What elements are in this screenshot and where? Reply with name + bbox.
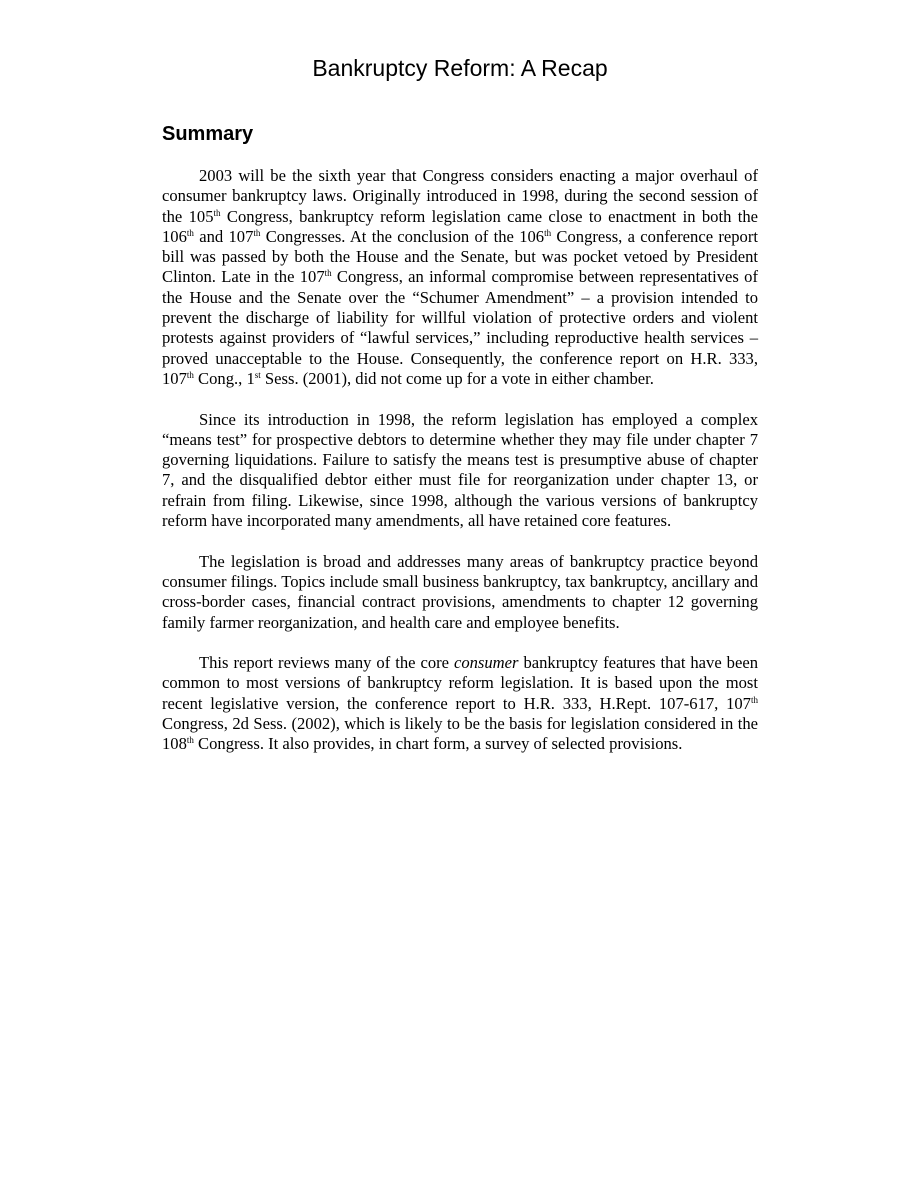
summary-body xyxy=(162,166,758,775)
text-run: Congress, an informal compromise between representatives of the House and the Senate over the “Schumer Amendment” – a provision intended to prevent the discharge of liability for willful violation of protective orders and violent protests against providers of “lawful services,” including reproductive health services – proved unacceptable to the House. Consequently, the conference report on H.R. 333, 107 xyxy=(162,267,758,388)
ordinal-suffix: th xyxy=(186,735,194,746)
text-run: Congress, a conference report bill was passed by both the House and the Senate, but was pocket vetoed by President Clinton. Late in the 107 xyxy=(162,226,758,287)
text-run: Congress, 2d Sess. (2002), which is likely to be the basis for legislation considered in the 108 xyxy=(162,714,758,754)
text-run: and 107 xyxy=(193,226,254,246)
section-heading-summary: Summary xyxy=(162,123,254,145)
text-run: Cong., 1 xyxy=(193,368,255,388)
ordinal-suffix: th xyxy=(253,227,261,238)
text-run: Sess. (2001), did not come up for a vote in either chamber. xyxy=(260,368,654,388)
text-run: The legislation is broad and addresses many areas of bankruptcy practice beyond consumer filings. Topics include small business bankruptcy, tax bankruptcy, ancillary and cross-border cases, financial contract provisions, amendments to chapter 12 governing family farmer reorganization, and health care and employee benefits. xyxy=(162,551,758,632)
ordinal-suffix: st xyxy=(254,369,261,380)
ordinal-suffix: th xyxy=(750,694,758,705)
document-title: Bankruptcy Reform: A Recap xyxy=(312,55,608,81)
body-paragraph xyxy=(162,552,758,633)
body-paragraph xyxy=(162,166,758,389)
ordinal-suffix: th xyxy=(324,268,332,279)
text-run: Since its introduction in 1998, the reform legislation has employed a complex “means test” for prospective debtors to determine whether they may file under chapter 7 governing liquidations. Failure to satisfy the means test is presumptive abuse of chapter 7, and the disqualified debtor either must file for reorganization under chapter 13, or refrain from filing. Likewise, since 1998, although the various versions of bankruptcy reform have incorporated many amendments, all have retained core features. xyxy=(162,409,758,531)
text-run: This report reviews many of the core xyxy=(199,653,454,673)
ordinal-suffix: th xyxy=(544,227,552,238)
emphasis-text: consumer xyxy=(453,653,519,673)
body-paragraph xyxy=(162,410,758,532)
text-run: bankruptcy features that have been common to most versions of bankruptcy reform legislation. It is based upon the most recent legislative version, the conference report to H.R. 333, H.Rept. 107-617, 107 xyxy=(162,653,758,713)
body-paragraph xyxy=(162,653,758,754)
text-run: 2003 will be the sixth year that Congress considers enacting a major overhaul of consumer bankruptcy laws. Originally introduced in 1998, during the second session of the 105 xyxy=(162,166,758,226)
ordinal-suffix: th xyxy=(186,369,194,380)
text-run: Congress, bankruptcy reform legislation came close to enactment in both the 106 xyxy=(162,206,759,246)
text-run: Congresses. At the conclusion of the 106 xyxy=(260,226,545,246)
text-run: Congress. It also provides, in chart form, a survey of selected provisions. xyxy=(193,734,683,754)
ordinal-suffix: th xyxy=(186,227,194,238)
ordinal-suffix: th xyxy=(213,207,221,218)
